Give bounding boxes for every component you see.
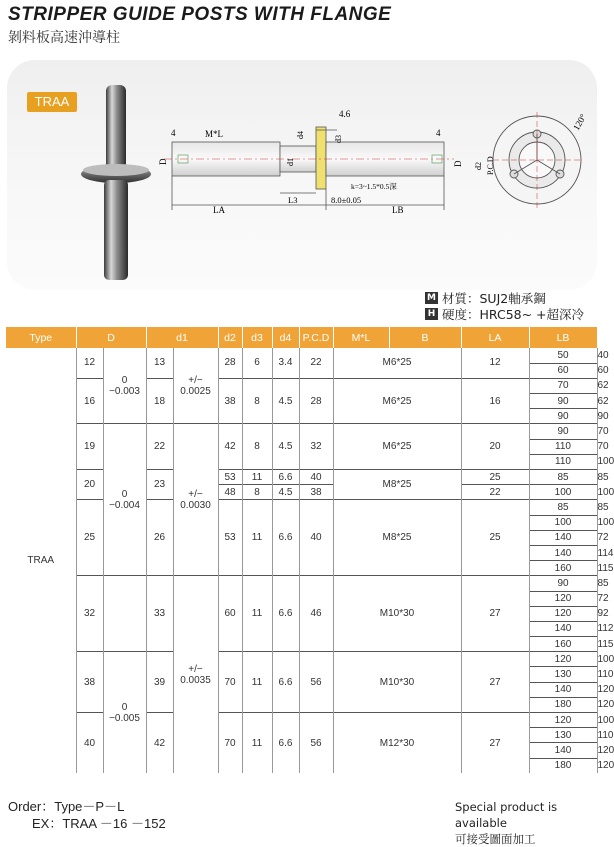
cell-pcd: 40 (299, 500, 333, 576)
header-ml: M*L (333, 327, 389, 348)
cell-b: 16 (461, 378, 529, 424)
cell-d-tolerance: 0 −0.005 (103, 652, 146, 774)
cell-la: 120 (529, 591, 597, 606)
table-row: 25 26 53 11 6.6 40 M8*25 25 85 85 (6, 500, 597, 515)
cell-d1: 13 (146, 348, 173, 378)
technical-drawing (0, 0, 600, 300)
table-row: 130 110 (6, 667, 597, 682)
shaft-drawing (164, 127, 454, 210)
cell-ml: M6*25 (333, 424, 461, 470)
cell-d: 25 (76, 500, 103, 576)
cell-d2: 48 (218, 485, 242, 500)
cell-d3: 11 (242, 713, 272, 774)
table-row: 140 120 (6, 682, 597, 697)
cell-d: 12 (76, 348, 103, 378)
special-note (455, 799, 600, 847)
table-row: 180 120 (6, 758, 597, 773)
cell-d-tolerance: 0 −0.003 (103, 348, 146, 424)
header-d4: d4 (272, 327, 299, 348)
cell-d1-tolerance: +/− 0.0030 (173, 424, 218, 576)
cell-pcd: 32 (299, 424, 333, 470)
label-m-l: M*L (205, 129, 223, 139)
header-pcd: P.C.D (299, 327, 333, 348)
cell-b: 27 (461, 652, 529, 713)
cell-la: 130 (529, 728, 597, 743)
table-row: 160 115 (6, 561, 597, 576)
label-k: k=3~1.5*0.5深 (351, 182, 397, 191)
cell-d3: 8 (242, 485, 272, 500)
table-row: 120 72 (6, 591, 597, 606)
cell-d4: 4.5 (272, 424, 299, 470)
label-d2: d2 (474, 162, 483, 170)
cell-la: 180 (529, 758, 597, 773)
cell-ml: M10*30 (333, 652, 461, 713)
cell-d1: 18 (146, 378, 173, 424)
cell-type: TRAA (6, 348, 76, 773)
cell-d2: 60 (218, 576, 242, 652)
cell-d1: 33 (146, 576, 173, 652)
cell-la: 70 (529, 378, 597, 393)
cell-pcd: 46 (299, 576, 333, 652)
cell-d3: 11 (242, 470, 272, 485)
label-d3: d3 (334, 135, 343, 143)
cell-d2: 38 (218, 378, 242, 424)
cell-pcd: 56 (299, 652, 333, 713)
cell-la: 90 (529, 394, 597, 409)
cell-d3: 11 (242, 576, 272, 652)
cell-d1: 23 (146, 470, 173, 500)
cell-d4: 6.6 (272, 713, 299, 774)
cell-la: 160 (529, 561, 597, 576)
header-d: D (76, 327, 146, 348)
cell-b: 27 (461, 713, 529, 774)
cell-ml: M8*25 (333, 470, 461, 500)
label-d4: d4 (296, 131, 305, 139)
cell-b: 20 (461, 424, 529, 470)
spec-hardness (425, 305, 584, 323)
cell-la: 90 (529, 576, 597, 591)
special-note-en: Special product is available (455, 800, 558, 830)
cell-la: 140 (529, 621, 597, 636)
cell-d3: 8 (242, 424, 272, 470)
cell-b: 12 (461, 348, 529, 378)
table-row: 19 0 −0.004 22 +/− 0.0030 42 8 4.5 32 M6*25 20 90 70 (6, 424, 597, 439)
cell-la: 85 (529, 470, 597, 485)
page-title: STRIPPER GUIDE POSTS WITH FLANGE (8, 4, 392, 25)
cell-d: 19 (76, 424, 103, 470)
table-row: 110 100 (6, 454, 597, 469)
hardness-key: H (425, 308, 438, 320)
table-row: 38 0 −0.005 39 70 11 6.6 56 M10*30 27 120 100 (6, 652, 597, 667)
cell-la: 100 (529, 485, 597, 500)
order-example: EX：TRAA －16 －152 (32, 816, 166, 831)
cell-la: 130 (529, 667, 597, 682)
label-d: D (158, 158, 168, 165)
cell-pcd: 56 (299, 713, 333, 774)
material-text: 材質：SUJ2軸承鋼 (442, 291, 546, 306)
cell-d1-tolerance: +/− 0.0035 (173, 576, 218, 773)
table-row: 20 23 53 11 6.6 40 M8*25 25 85 85 (6, 470, 597, 485)
cell-ml: M6*25 (333, 348, 461, 378)
special-note-zh: 可接受圖面加工 (455, 832, 536, 846)
cell-d: 20 (76, 470, 103, 500)
cell-la: 60 (529, 363, 597, 378)
cell-d4: 6.6 (272, 576, 299, 652)
header-lb: LB (529, 327, 597, 348)
cell-pcd: 38 (299, 485, 333, 500)
cell-d3: 8 (242, 378, 272, 424)
table-row: 140 120 (6, 743, 597, 758)
cell-la: 140 (529, 743, 597, 758)
label-la: LA (213, 205, 225, 215)
cell-d3: 6 (242, 348, 272, 378)
table-row: 90 62 (6, 394, 597, 409)
cell-d1: 26 (146, 500, 173, 576)
cell-la: 140 (529, 545, 597, 560)
cell-b: 25 (461, 470, 529, 485)
label-tolerance-8: 8.0±0.05 (331, 195, 362, 205)
cell-d4: 6.6 (272, 652, 299, 713)
cell-la: 85 (529, 500, 597, 515)
table-row: 140 112 (6, 621, 597, 636)
cell-la: 90 (529, 409, 597, 424)
cell-la: 100 (529, 515, 597, 530)
table-row: 140 72 (6, 530, 597, 545)
cell-d3: 11 (242, 500, 272, 576)
cell-d1: 22 (146, 424, 173, 470)
cell-d4: 6.6 (272, 470, 299, 485)
label-lb: LB (392, 205, 404, 215)
cell-la: 110 (529, 454, 597, 469)
cell-la: 120 (529, 606, 597, 621)
table-row: 40 42 70 11 6.6 56 M12*30 27 120 100 (6, 713, 597, 728)
label-d-right: D (453, 160, 463, 167)
table-row: 140 114 (6, 545, 597, 560)
header-d2: d2 (218, 327, 242, 348)
cell-la: 180 (529, 697, 597, 712)
cell-pcd: 40 (299, 470, 333, 485)
cell-b: 27 (461, 576, 529, 652)
table-row: 100 100 (6, 515, 597, 530)
table-row: 110 70 (6, 439, 597, 454)
table-row: 160 115 (6, 637, 597, 652)
cell-ml: M10*30 (333, 576, 461, 652)
label-4-6: 4.6 (339, 109, 351, 119)
table-row: 60 60 (6, 363, 597, 378)
cell-d1: 42 (146, 713, 173, 774)
cell-la: 90 (529, 424, 597, 439)
cell-d1-tolerance: +/− 0.0025 (173, 348, 218, 424)
order-format: Order：Type－P－L (8, 799, 125, 814)
table-row: 120 92 (6, 606, 597, 621)
cell-la: 120 (529, 652, 597, 667)
cell-d: 32 (76, 576, 103, 652)
cell-ml: M12*30 (333, 713, 461, 774)
header-d3: d3 (242, 327, 272, 348)
cell-la: 120 (529, 713, 597, 728)
cell-ml: M8*25 (333, 500, 461, 576)
spec-table (6, 327, 614, 773)
cell-b: 25 (461, 500, 529, 576)
table-row: 130 110 (6, 728, 597, 743)
table-row: TRAA 12 0 −0.003 13 +/− 0.0025 28 6 3.4 22 M6*25 12 50 40 (6, 348, 597, 363)
header-la: LA (461, 327, 529, 348)
page-subtitle: 剝料板高速沖導柱 (8, 30, 120, 46)
cell-d: 40 (76, 713, 103, 774)
header-d1: d1 (146, 327, 218, 348)
cell-la: 140 (529, 530, 597, 545)
cell-d: 38 (76, 652, 103, 713)
cell-ml: M6*25 (333, 378, 461, 424)
cell-la: 50 (529, 348, 597, 363)
cell-d-tolerance-blank (103, 576, 146, 652)
type-badge: TRAA (27, 92, 77, 112)
cell-d2: 70 (218, 713, 242, 774)
cell-d4: 4.5 (272, 485, 299, 500)
cell-d4: 3.4 (272, 348, 299, 378)
flange-end-view (493, 112, 581, 208)
cell-d3: 11 (242, 652, 272, 713)
label-d1: d1 (286, 158, 295, 166)
table-header (6, 327, 597, 348)
header-b: B (389, 327, 461, 348)
cell-d2: 70 (218, 652, 242, 713)
table-row: 32 33 +/− 0.0035 60 11 6.6 46 M10*30 27 90 85 (6, 576, 597, 591)
cell-d: 16 (76, 378, 103, 424)
label-4-left: 4 (171, 128, 176, 138)
label-pcd: P.C.D (486, 156, 495, 175)
cell-d1: 39 (146, 652, 173, 713)
material-key: M (425, 292, 438, 304)
table-row: 180 120 (6, 697, 597, 712)
cell-la: 140 (529, 682, 597, 697)
cell-d2: 53 (218, 500, 242, 576)
cell-d2: 28 (218, 348, 242, 378)
hardness-text: 硬度：HRC58~ +超深冷 (442, 307, 585, 322)
cell-d4: 4.5 (272, 378, 299, 424)
order-info (8, 798, 166, 832)
cell-d2: 42 (218, 424, 242, 470)
product-photo (81, 85, 151, 280)
header-type: Type (6, 327, 76, 348)
cell-d2: 53 (218, 470, 242, 485)
cell-d-tolerance: 0 −0.004 (103, 424, 146, 576)
cell-d4: 6.6 (272, 500, 299, 576)
cell-la: 160 (529, 637, 597, 652)
table-row: 48 8 4.5 38 22 100 100 (6, 485, 597, 500)
label-angle: 120° (571, 112, 589, 132)
table-row: 16 18 38 8 4.5 28 M6*25 16 70 62 (6, 378, 597, 393)
cell-pcd: 28 (299, 378, 333, 424)
label-l3: L3 (288, 195, 298, 205)
cell-la: 110 (529, 439, 597, 454)
table-row: 90 90 (6, 409, 597, 424)
cell-b: 22 (461, 485, 529, 500)
cell-pcd: 22 (299, 348, 333, 378)
label-4-right: 4 (436, 128, 441, 138)
